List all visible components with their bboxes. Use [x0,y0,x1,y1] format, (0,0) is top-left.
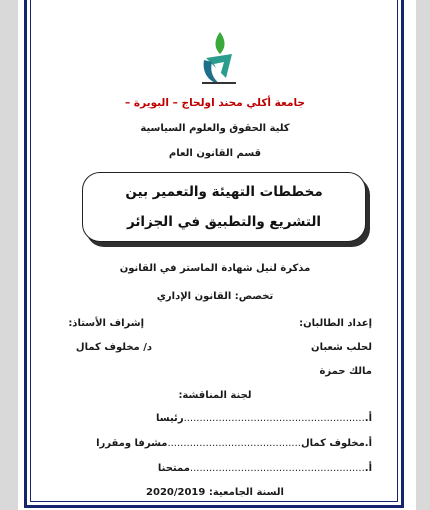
committee-member-role: مشرفا ومقررا [96,438,168,449]
academic-year: السنة الجامعية: 2020/2019 [146,487,284,498]
thesis-title: مخططات التهيئة والتعمير بين التشريع والتطبيق في الجزائر [125,184,323,230]
student-name: لحلب شعبان [311,342,372,353]
committee-dots: ......................................................... [183,413,365,424]
committee-member-row [96,438,372,449]
university-name: جامعة أكلي محند اولحاج – البويرة – [124,97,305,109]
supervision-label: إشراف الأستاذ: [68,318,144,329]
department-name: قسم القانون العام [168,148,262,159]
committee-member-row [158,463,372,474]
committee-member-role: ممتحنا [157,463,190,474]
university-logo-icon [196,30,240,86]
supervisor-name: د/ مخلوف كمال [75,342,152,353]
committee-member-name: أ. [364,463,372,474]
committee-member-name: أ. [364,413,372,424]
specialization-line: تخصص: القانون الإداري [156,291,274,302]
student-name: مالك حمزة [319,366,372,377]
committee-dots: ....................................................... [189,463,365,474]
committee-label: لجنة المناقشة: [178,390,252,401]
committee-member-name: أ.مخلوف كمال [300,438,372,449]
degree-line: مذكرة لنيل شهادة الماستر في القانون [119,263,311,274]
faculty-name: كلية الحقوق والعلوم السياسية [140,123,290,134]
committee-member-role: رئيسا [156,413,184,424]
committee-member-row [156,413,372,424]
thesis-title-box [82,172,366,242]
committee-dots: .......................................... [167,438,301,449]
prepared-by-label: إعداد الطالبان: [299,318,372,329]
